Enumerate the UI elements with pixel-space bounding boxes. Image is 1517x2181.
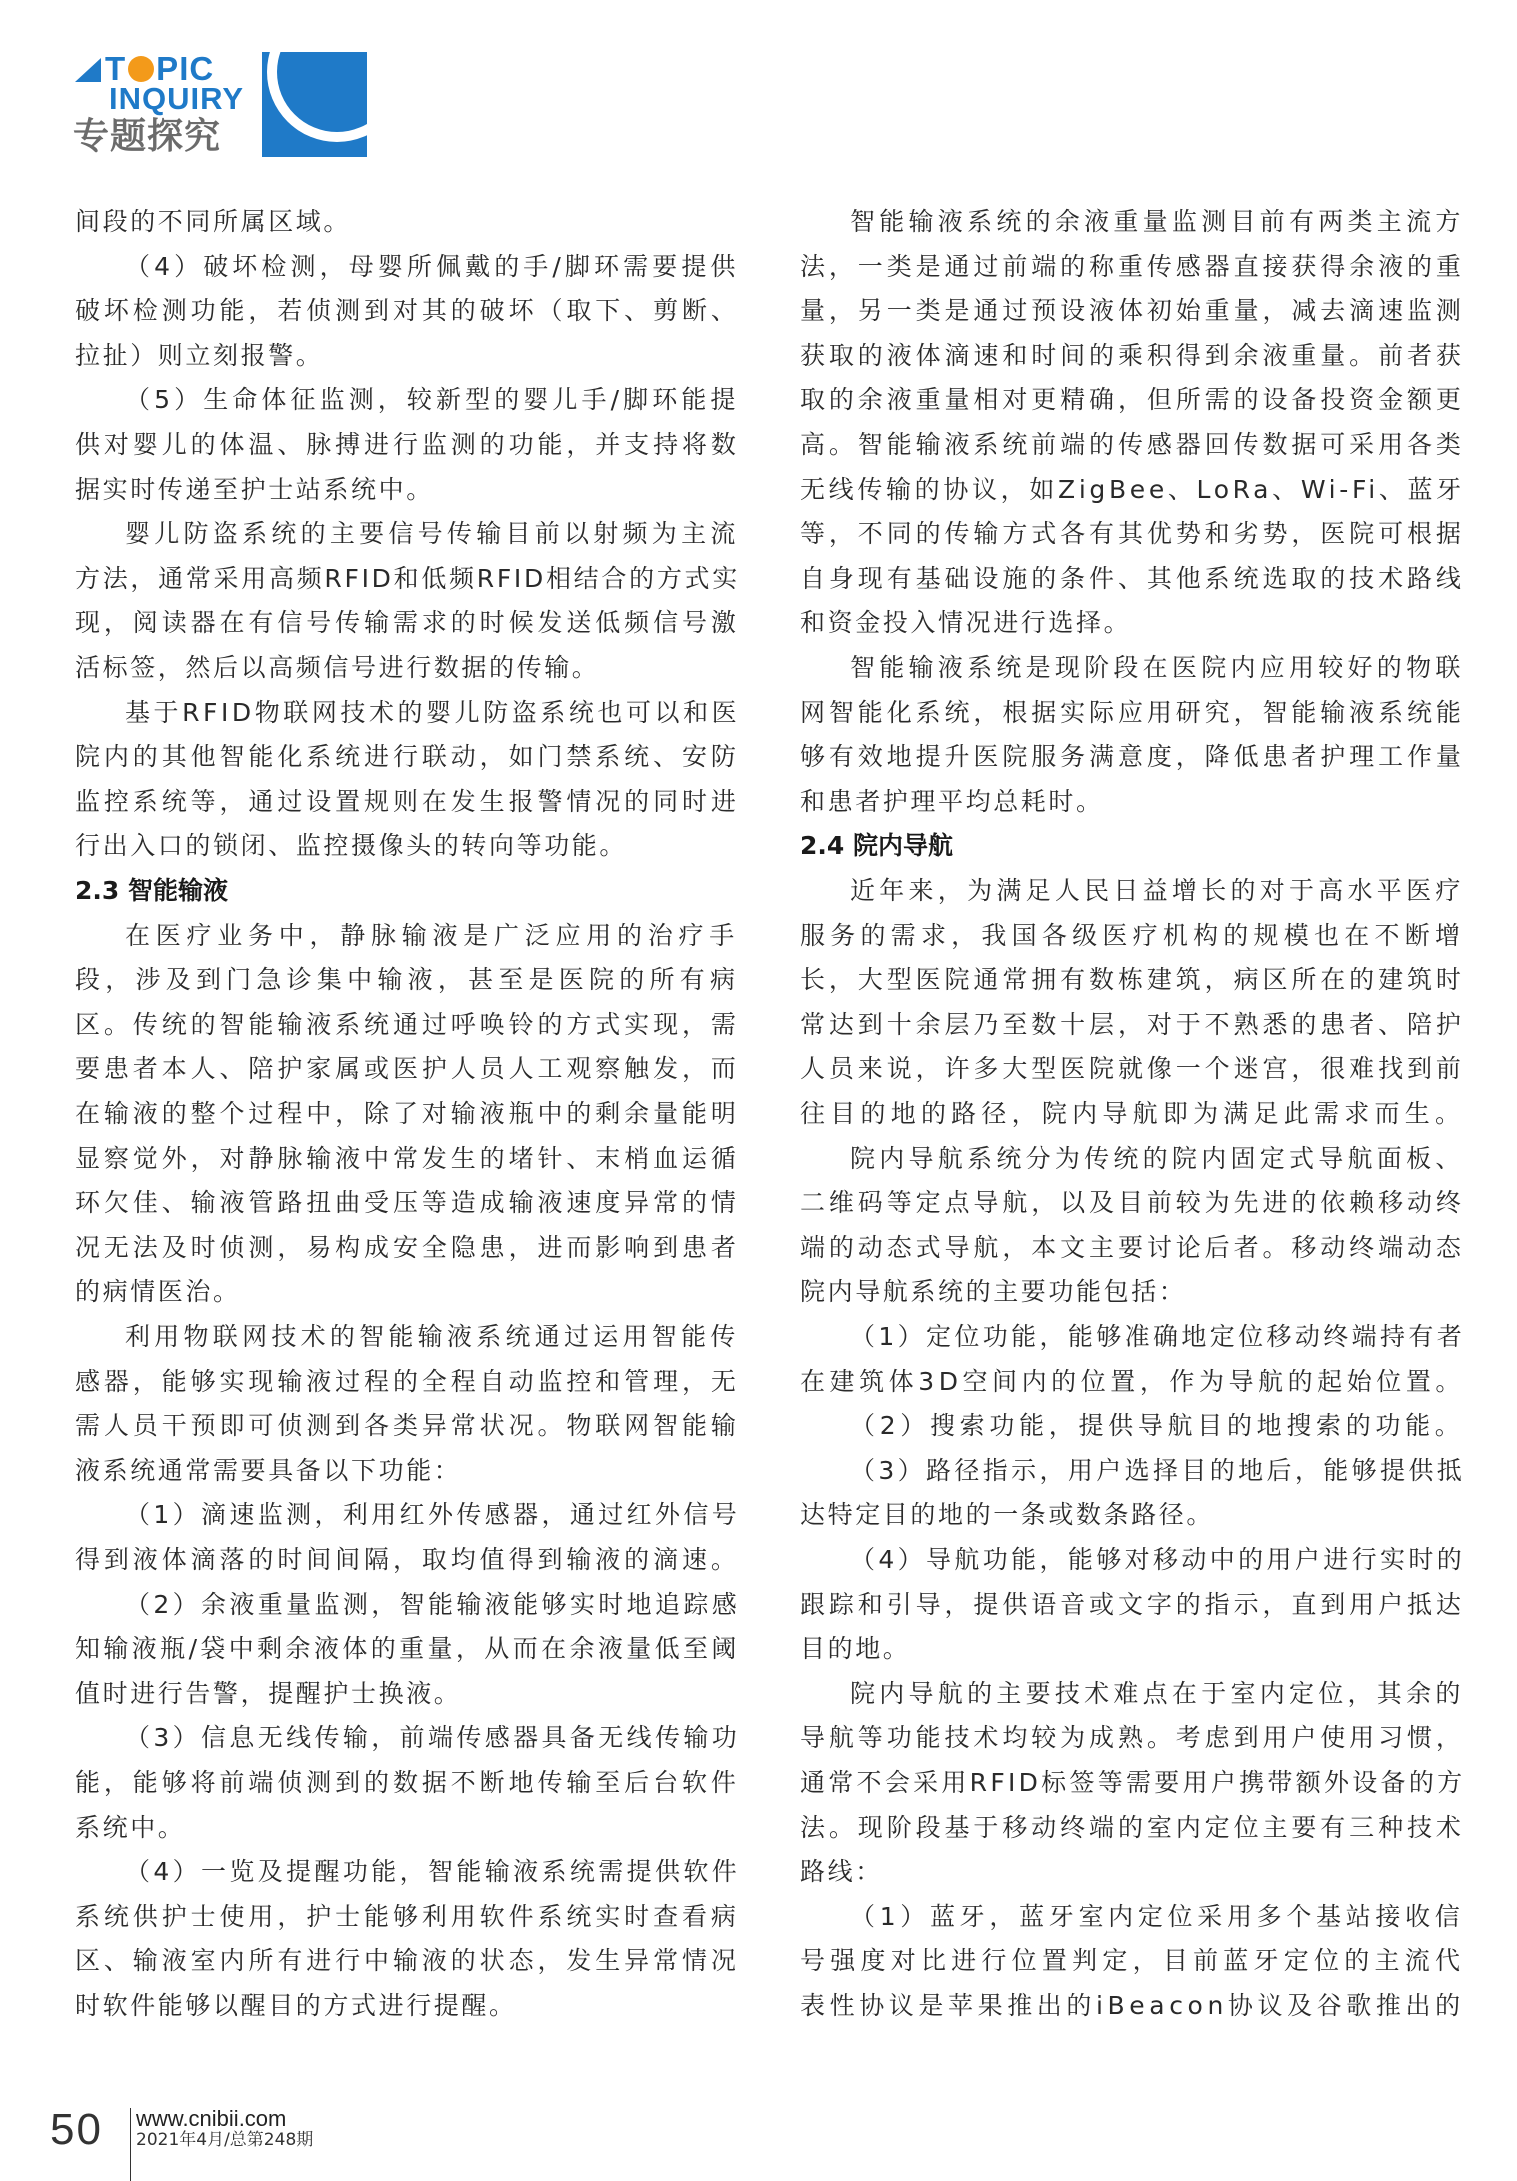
paragraph-first-line: （2）搜索功能，提供导航目的地搜索的功能。 (850, 1411, 1465, 1441)
logo-inquiry-text: INQUIRY (109, 81, 245, 116)
paragraph-line: 长，大型医院通常拥有数栋建筑，病区所在的建筑时 (800, 965, 1465, 995)
paragraph-line: 行出入口的锁闭、监控摄像头的转向等功能。 (75, 831, 628, 861)
paragraph-first-line: （3）信息无线传输，前端传感器具备无线传输功 (125, 1723, 741, 1753)
paragraph-line: 方法，通常采用高频RFID和低频RFID相结合的方式实 (75, 563, 740, 593)
paragraph-first-line: （4）一览及提醒功能，智能输液系统需提供软件 (125, 1857, 741, 1887)
paragraph-line: 通常不会采用RFID标签等需要用户携带额外设备的方 (800, 1768, 1466, 1797)
paragraph-line: 据实时传递至护士站系统中。 (75, 474, 434, 504)
paragraph-line: 服务的需求，我国各级医疗机构的规模也在不断增 (800, 920, 1466, 950)
paragraph-line: 路线： (800, 1857, 883, 1887)
paragraph-line: 人员来说，许多大型医院就像一个迷宫，很难找到前 (800, 1054, 1465, 1084)
paragraph-first-line: 院内导航系统分为传统的院内固定式导航面板、 (850, 1143, 1465, 1173)
logo-mark-icon (262, 52, 367, 157)
paragraph-line: 时软件能够以醒目的方式进行提醒。 (75, 1991, 517, 2020)
paragraph-line: 网智能化系统，根据实际应用研究，智能输液系统能 (800, 697, 1465, 727)
paragraph-line: 在建筑体3D空间内的位置，作为导航的起始位置。 (800, 1366, 1465, 1396)
paragraph-line: 现，阅读器在有信号传输需求的时候发送低频信号激 (75, 608, 740, 638)
paragraph-line: 系统供护士使用，护士能够利用软件系统实时查看病 (75, 1901, 740, 1931)
footer-issue: 2021年4月/总第248期 (136, 2130, 314, 2150)
paragraph-first-line: （2）余液重量监测，智能输液能够实时地追踪感 (125, 1589, 741, 1619)
paragraph-first-line: （1）定位功能，能够准确地定位移动终端持有者 (850, 1322, 1466, 1351)
magazine-logo (75, 52, 375, 162)
paragraph-line: 获取的液体滴速和时间的乘积得到余液重量。前者获 (800, 340, 1465, 370)
paragraph-line: 感器，能够实现输液过程的全程自动监控和管理，无 (75, 1366, 740, 1396)
paragraph-line: 在输液的整个过程中，除了对输液瓶中的剩余量能明 (75, 1099, 740, 1128)
paragraph-line: 目的地。 (800, 1634, 911, 1664)
paragraph-line: 号强度对比进行位置判定，目前蓝牙定位的主流代 (800, 1946, 1466, 1976)
paragraph-line: 和资金投入情况进行选择。 (800, 608, 1132, 638)
paragraph-line: 往目的地的路径，院内导航即为满足此需求而生。 (800, 1099, 1466, 1128)
paragraph-line: 跟踪和引导，提供语音或文字的指示，直到用户抵达 (800, 1589, 1465, 1619)
paragraph-line: 活标签，然后以高频信号进行数据的传输。 (75, 653, 600, 682)
paragraph-line: 供对婴儿的体温、脉搏进行监测的功能，并支持将数 (75, 430, 740, 459)
paragraph-first-line: 婴儿防盗系统的主要信号传输目前以射频为主流 (125, 519, 740, 549)
section-heading: 2.3 智能输液 (75, 876, 228, 905)
paragraph-line: 况无法及时侦测，易构成安全隐患，进而影响到患者 (75, 1232, 740, 1262)
paragraph-line: 高。智能输液系统前端的传感器回传数据可采用各类 (800, 430, 1465, 459)
paragraph-line: 区、输液室内所有进行中输液的状态，发生异常情况 (75, 1946, 740, 1976)
paragraph-line: 端的动态式导航，本文主要讨论后者。移动终端动态 (800, 1232, 1465, 1262)
paragraph-first-line: 基于RFID物联网技术的婴儿防盗系统也可以和医 (125, 697, 741, 727)
paragraph-line: 监控系统等，通过设置规则在发生报警情况的同时进 (75, 786, 740, 816)
paragraph-line: 得到液体滴落的时间间隔，取均值得到输液的滴速。 (75, 1545, 740, 1574)
paragraph-first-line: （3）路径指示，用户选择目的地后，能够提供抵 (850, 1455, 1466, 1485)
paragraph-line: 够有效地提升医院服务满意度，降低患者护理工作量 (800, 742, 1465, 772)
paragraph-line: 二维码等定点导航，以及目前较为先进的依赖移动终 (800, 1188, 1465, 1218)
paragraph-first-line: 在医疗业务中，静脉输液是广泛应用的治疗手 (125, 920, 741, 950)
paragraph-line: 的病情医治。 (75, 1277, 241, 1307)
paragraph-line: 取的余液重量相对更精确，但所需的设备投资金额更 (800, 385, 1465, 415)
paragraph-first-line: （4）破坏检测，母婴所佩戴的手/脚环需要提供 (125, 251, 740, 281)
page-number: 50 (50, 2105, 103, 2154)
paragraph-line: 区。传统的智能输液系统通过呼唤铃的方式实现，需 (75, 1009, 740, 1039)
paragraph-first-line: 利用物联网技术的智能输液系统通过运用智能传 (125, 1322, 740, 1351)
paragraph-line: 无线传输的协议，如ZigBee、LoRa、Wi-Fi、蓝牙 (800, 474, 1465, 504)
paragraph-line: 值时进行告警，提醒护士换液。 (75, 1678, 462, 1708)
paragraph-line: 显察觉外，对静脉输液中常发生的堵针、末梢血运循 (75, 1143, 740, 1173)
paragraph-line: 等，不同的传输方式各有其优势和劣势，医院可根据 (800, 519, 1465, 549)
paragraph-line: 环欠佳、输液管路扭曲受压等造成输液速度异常的情 (75, 1188, 740, 1218)
paragraph-line: 要患者本人、陪护家属或医护人员人工观察触发，而 (75, 1054, 740, 1084)
paragraph-line: 法。现阶段基于移动终端的室内定位主要有三种技术 (800, 1812, 1465, 1842)
paragraph-line: 达特定目的地的一条或数条路径。 (800, 1500, 1215, 1530)
paragraph-line: 段，涉及到门急诊集中输液，甚至是医院的所有病 (75, 965, 741, 995)
paragraph-line: 和患者护理平均总耗时。 (800, 786, 1104, 816)
logo-orange-dot (128, 56, 154, 82)
footer-website: www.cnibii.com (136, 2106, 287, 2131)
paragraph-first-line: （4）导航功能，能够对移动中的用户进行实时的 (850, 1545, 1466, 1574)
logo-topic-text: T PIC (105, 50, 215, 87)
paragraph-line: 导航等功能技术均较为成熟。考虑到用户使用习惯， (800, 1723, 1465, 1753)
paragraph-line: 院内导航系统的主要功能包括： (800, 1277, 1187, 1307)
paragraph-line: 系统中。 (75, 1812, 186, 1842)
paragraph-line: 表性协议是苹果推出的iBeacon协议及谷歌推出的 (800, 1991, 1465, 2020)
paragraph-line: 能，能够将前端侦测到的数据不断地传输至后台软件 (75, 1768, 740, 1797)
paragraph-first-line: （5）生命体征监测，较新型的婴儿手/脚环能提 (125, 385, 740, 415)
paragraph-line: 液系统通常需要具备以下功能： (75, 1455, 462, 1485)
paragraph-line: 间段的不同所属区域。 (75, 207, 352, 236)
paragraph-first-line: （1）蓝牙，蓝牙室内定位采用多个基站接收信 (850, 1901, 1465, 1931)
logo-wedge-shape (75, 58, 101, 82)
paragraph-line: 知输液瓶/袋中剩余液体的重量，从而在余液量低至阈 (75, 1634, 740, 1664)
paragraph-first-line: 智能输液系统是现阶段在医院内应用较好的物联 (850, 653, 1465, 682)
logo-chinese-title: 专题探究 (73, 116, 222, 157)
paragraph-line: 破坏检测功能，若侦测到对其的破坏（取下、剪断、 (75, 296, 740, 326)
section-heading: 2.4 院内导航 (800, 831, 953, 861)
paragraph-line: 院内的其他智能化系统进行联动，如门禁系统、安防 (75, 742, 740, 772)
paragraph-line: 自身现有基础设施的条件、其他系统选取的技术路线 (800, 563, 1465, 593)
paragraph-first-line: 近年来，为满足人民日益增长的对于高水平医疗 (850, 876, 1465, 905)
footer-divider (130, 2108, 131, 2181)
paragraph-line: 需人员干预即可侦测到各类异常状况。物联网智能输 (75, 1411, 740, 1441)
paragraph-first-line: 智能输液系统的余液重量监测目前有两类主流方 (850, 207, 1465, 236)
paragraph-line: 拉扯）则立刻报警。 (75, 340, 324, 370)
paragraph-line: 法，一类是通过前端的称重传感器直接获得余液的重 (800, 251, 1465, 281)
paragraph-first-line: 院内导航的主要技术难点在于室内定位，其余的 (850, 1678, 1465, 1708)
paragraph-line: 常达到十余层乃至数十层，对于不熟悉的患者、陪护 (800, 1009, 1465, 1039)
paragraph-first-line: （1）滴速监测，利用红外传感器，通过红外信号 (125, 1500, 741, 1530)
paragraph-line: 量，另一类是通过预设液体初始重量，减去滴速监测 (800, 296, 1465, 326)
